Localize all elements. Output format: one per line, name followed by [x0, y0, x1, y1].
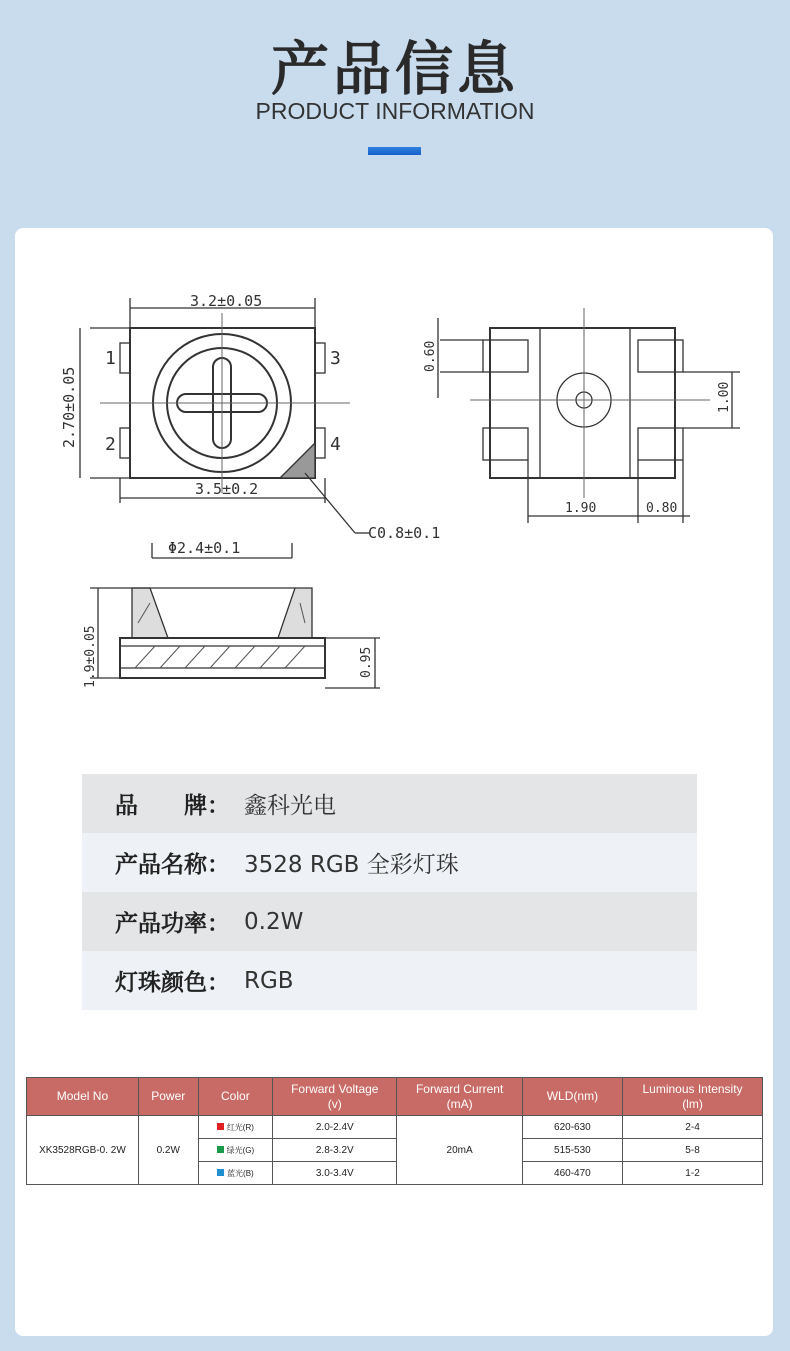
pin-3-label: 3 [330, 348, 341, 369]
cell-power: 0.2W [138, 1116, 198, 1185]
spec-row-name [82, 833, 697, 892]
bottom-view [438, 308, 740, 523]
spec-row-color [82, 951, 697, 1010]
col-current: Forward Current (mA) [397, 1078, 522, 1116]
pin-4-label: 4 [330, 434, 341, 455]
col-luminous: Luminous Intensity (lm) [623, 1078, 763, 1116]
cell-luminous: 1-2 [623, 1162, 763, 1185]
dim-top-width: 3.2±0.05 [190, 292, 263, 310]
spec-value: 鑫科光电 [244, 793, 336, 819]
dim-side-height: 1.9±0.05 [83, 625, 98, 688]
dim-pad-gap: 1.00 [717, 381, 732, 413]
dim-chamfer: C0.8±0.1 [368, 524, 441, 542]
cell-color [198, 1139, 272, 1162]
col-wld: WLD(nm) [522, 1078, 622, 1116]
dim-pad-span: 1.90 [565, 501, 597, 516]
spec-row-power [82, 892, 697, 951]
color-label: 绿光(G) [226, 1145, 255, 1155]
table-header-row [27, 1078, 763, 1116]
dim-height: 2.70±0.05 [60, 366, 78, 448]
dim-side-base: 0.95 [359, 646, 374, 678]
cell-voltage: 3.0-3.4V [273, 1162, 397, 1185]
blue-swatch [217, 1169, 224, 1176]
red-swatch [217, 1123, 224, 1130]
cell-wld: 515-530 [522, 1139, 622, 1162]
pin-1-label: 1 [105, 348, 116, 369]
cell-luminous: 2-4 [623, 1116, 763, 1139]
spec-value: 0.2W [244, 908, 304, 935]
spec-value: RGB [244, 967, 294, 994]
cell-color [198, 1162, 272, 1185]
spec-label: 灯珠颜色： [115, 970, 230, 996]
content-card [15, 228, 773, 1336]
dimension-drawing [50, 268, 750, 738]
col-voltage: Forward Voltage (v) [273, 1078, 397, 1116]
spec-label: 品 牌： [115, 793, 230, 819]
cell-wld: 460-470 [522, 1162, 622, 1185]
cell-voltage: 2.8-3.2V [273, 1139, 397, 1162]
dim-pad-h: 0.60 [423, 340, 438, 372]
dim-pad-w: 0.80 [646, 501, 678, 516]
spec-list [82, 774, 697, 1010]
header [0, 0, 790, 228]
table-row [27, 1116, 763, 1139]
pin-2-label: 2 [105, 434, 116, 455]
dim-bottom-width: 3.5±0.2 [195, 480, 259, 498]
cell-voltage: 2.0-2.4V [273, 1116, 397, 1139]
spec-table [26, 1077, 763, 1185]
cell-wld: 620-630 [522, 1116, 622, 1139]
page-title: 产品信息 [270, 35, 519, 103]
cell-model: XK3528RGB-0. 2W [27, 1116, 139, 1185]
spec-row-brand [82, 774, 697, 833]
page-subtitle: PRODUCT INFORMATION [255, 98, 535, 124]
title-underline [368, 147, 421, 155]
col-color: Color [198, 1078, 272, 1116]
col-power: Power [138, 1078, 198, 1116]
spec-value: 3528 RGB 全彩灯珠 [244, 852, 459, 878]
spec-label: 产品名称： [115, 852, 230, 878]
cell-current: 20mA [397, 1116, 522, 1185]
dim-lens: Φ2.4±0.1 [168, 539, 241, 557]
green-swatch [217, 1146, 224, 1153]
spec-label: 产品功率： [115, 911, 230, 937]
cell-color [198, 1116, 272, 1139]
spec-table-wrap [26, 1077, 763, 1185]
color-label: 蓝光(B) [227, 1168, 254, 1178]
color-label: 红光(R) [226, 1122, 254, 1132]
side-view [90, 543, 380, 688]
col-model: Model No [27, 1078, 139, 1116]
cell-luminous: 5-8 [623, 1139, 763, 1162]
